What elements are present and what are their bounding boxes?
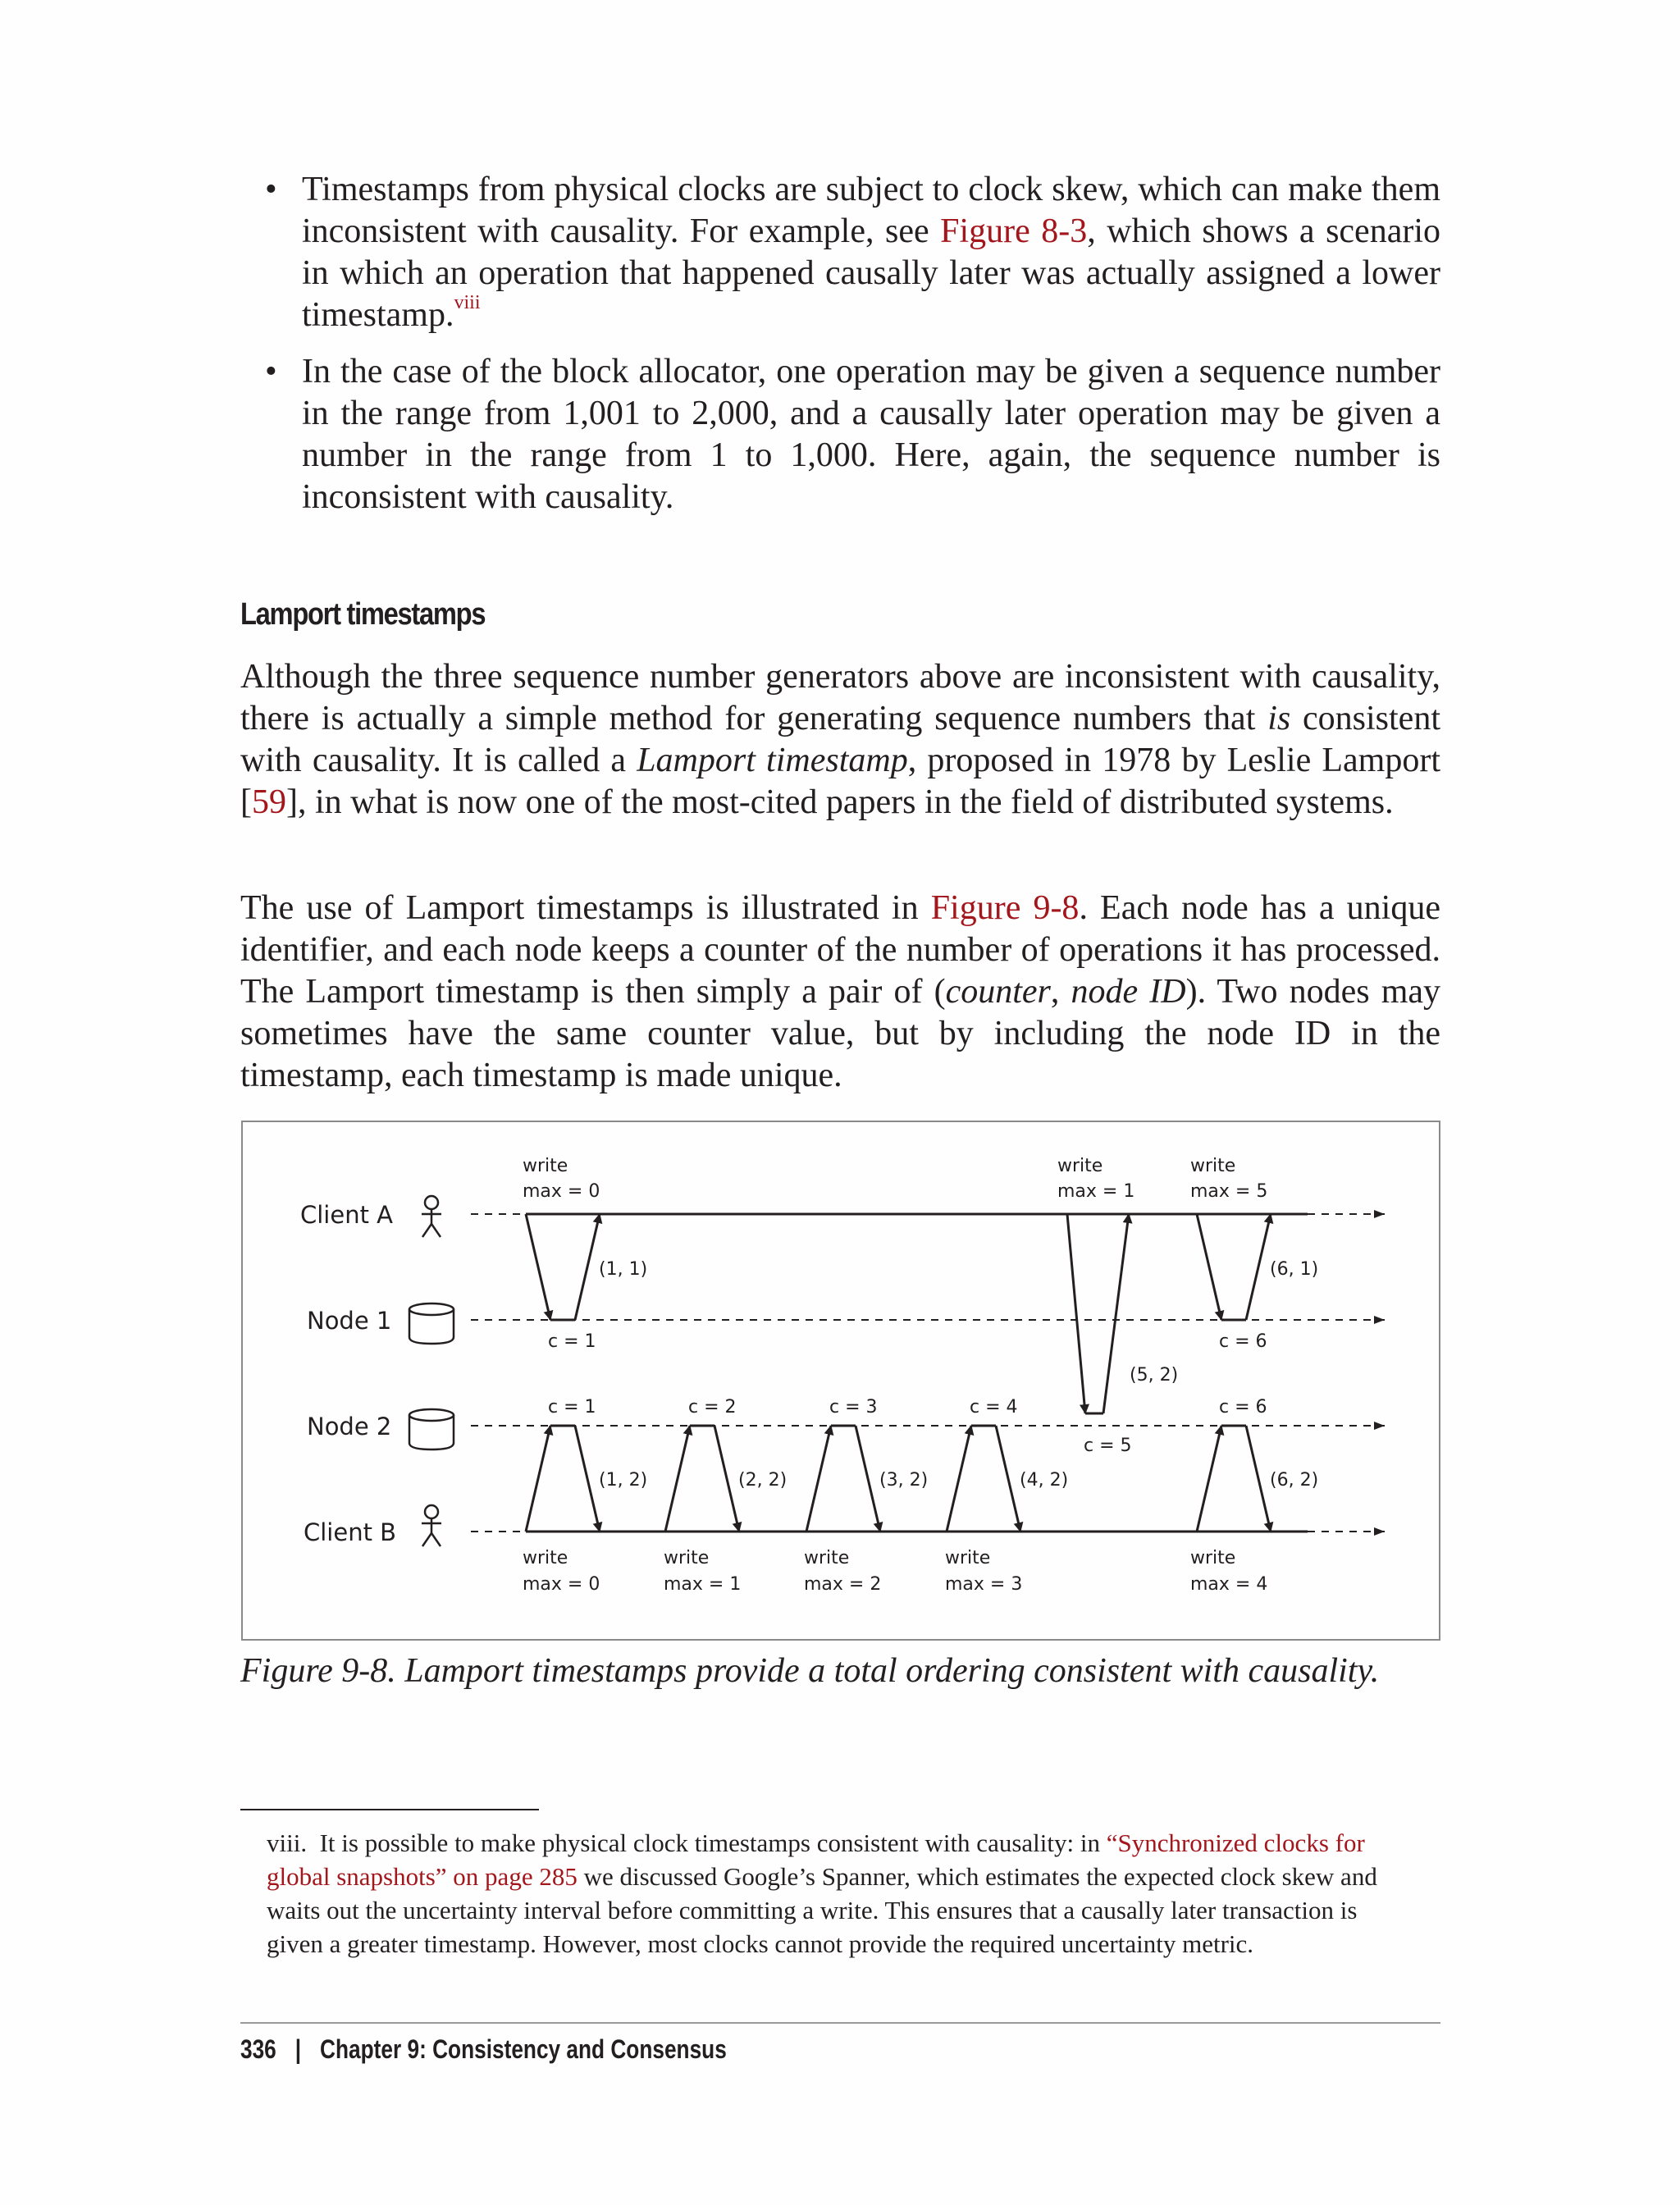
node-label-node-2: Node 2: [307, 1413, 392, 1440]
timestamp-label: (4, 2): [1020, 1470, 1069, 1491]
bullet-text: Timestamps from physical clocks are subject to clock skew, which can make them inconsistent with causality. For example, see: [302, 171, 1440, 250]
client-b-person-icon: [422, 1505, 441, 1546]
client-a-max-label: max = 1: [1057, 1181, 1135, 1202]
timestamp-label: (6, 1): [1270, 1259, 1319, 1280]
client-a-op-label: write: [523, 1156, 568, 1176]
arrow-b-write-1: [665, 1426, 690, 1532]
node-2-counter: c = 1: [548, 1397, 596, 1418]
client-b-op-label: write: [664, 1548, 710, 1568]
footnote-divider: [240, 1809, 539, 1810]
paragraph-text: Although the three sequence number generators above are inconsistent with causality, there is actually a simple method for generating sequence numbers that: [240, 658, 1440, 737]
arrow-n2-resp-5-2: [1103, 1214, 1129, 1413]
chapter-title: Chapter 9: Consistency and Consensus: [320, 2034, 727, 2064]
client-b-max-label: max = 4: [1190, 1574, 1268, 1595]
node-label-client-a: Client A: [300, 1201, 394, 1229]
footnote-text: It is possible to make physical clock timestamps consistent with causality: in: [319, 1828, 1107, 1857]
emphasis: counter: [945, 973, 1051, 1011]
emphasis: node ID: [1071, 973, 1186, 1011]
arrow-n2-resp-4-2: [996, 1426, 1020, 1532]
timestamp-label: (5, 2): [1130, 1365, 1179, 1386]
lamport-diagram: [241, 1121, 1440, 1641]
node-1-database-icon: [409, 1303, 454, 1344]
client-b-op-label: write: [945, 1548, 991, 1568]
client-b-max-label: max = 2: [804, 1574, 882, 1595]
paragraph: [240, 656, 1440, 824]
footnote-marker-link[interactable]: viii: [454, 292, 481, 313]
timestamp-label: (3, 2): [879, 1470, 929, 1491]
arrow-b-write-4: [1197, 1426, 1221, 1532]
node-label-node-1: Node 1: [307, 1307, 392, 1335]
node-1-counter: c = 6: [1219, 1331, 1267, 1352]
footnote-marker: viii.: [267, 1828, 308, 1857]
arrow-b-write-2: [806, 1426, 831, 1532]
figure-caption: Figure 9-8. Lamport timestamps provide a total ordering consistent with causality.: [240, 1652, 1380, 1690]
paragraph: [240, 888, 1440, 1097]
bullet-text: In the case of the block allocator, one operation may be given a sequence number in the range from 1,001 to 2,000, and a causally later operation may be given a number in the range from 1 to 1,000. Here, again, the sequence number is inconsistent with causality.: [302, 353, 1440, 516]
arrow-a-write-1: [1067, 1214, 1085, 1413]
node-2-database-icon: [409, 1409, 454, 1449]
footnote: [267, 1826, 1415, 1961]
citation-link[interactable]: 59: [252, 783, 286, 821]
bullet-text: , which shows a scenario in which an operation that happened causally later was actually assigned a lower timestamp.: [302, 212, 1440, 334]
paragraph-text: . Each node has a unique identifier, and each node keeps a counter of the number of operations it has processed. The Lamport timestamp is then simply a pair of (: [240, 889, 1440, 1011]
paragraph-text: ], in what is now one of the most-cited papers in the field of distributed systems.: [286, 783, 1394, 821]
timestamp-label: (6, 2): [1270, 1470, 1319, 1491]
timestamp-label: (1, 2): [599, 1470, 648, 1491]
page-footer: [240, 2034, 727, 2065]
footer-divider: [240, 2022, 1440, 2024]
client-a-op-label: write: [1057, 1156, 1103, 1176]
client-b-op-label: write: [523, 1548, 568, 1568]
arrow-a-write-5: [1197, 1214, 1221, 1320]
client-a-person-icon: [422, 1196, 441, 1237]
arrow-n1-resp-1-1: [575, 1214, 600, 1320]
arrow-n2-resp-2-2: [714, 1426, 739, 1532]
bullet-dot: •: [265, 171, 277, 208]
figure-8-3-link[interactable]: Figure 8-3: [940, 212, 1088, 250]
node-2-counter: c = 6: [1219, 1397, 1267, 1418]
client-b-op-label: write: [1190, 1548, 1236, 1568]
figure-9-8-link[interactable]: Figure 9-8: [930, 889, 1080, 927]
node-label-client-b: Client B: [304, 1518, 397, 1546]
arrow-n2-resp-3-2: [856, 1426, 880, 1532]
client-a-op-label: write: [1190, 1156, 1236, 1176]
client-b-op-label: write: [804, 1548, 850, 1568]
client-b-max-label: max = 1: [664, 1574, 742, 1595]
arrow-n2-resp-6-2: [1246, 1426, 1271, 1532]
node-2-counter: c = 2: [688, 1397, 737, 1418]
paragraph-text: The use of Lamport timestamps is illustrated in: [240, 889, 931, 927]
bullet-item: [246, 351, 1440, 518]
emphasis: Lamport timestamp: [637, 742, 908, 779]
bullet-item: [246, 169, 1440, 336]
page-number: 336: [240, 2034, 276, 2064]
paragraph-text: consistent with causality. It is called a: [240, 700, 1440, 779]
arrow-a-write-0: [526, 1214, 550, 1320]
node-1-counter: c = 1: [548, 1331, 596, 1352]
arrow-b-write-3: [947, 1426, 971, 1532]
client-a-max-label: max = 5: [1190, 1181, 1268, 1202]
node-2-counter: c = 4: [970, 1397, 1018, 1418]
paragraph-text: ). Two nodes may sometimes have the same counter value, but by including the node ID in the timestamp, each timestamp is made unique.: [240, 973, 1441, 1094]
node-2-counter: c = 3: [829, 1397, 878, 1418]
timestamp-label: (2, 2): [738, 1470, 788, 1491]
bullet-list: [246, 169, 1440, 533]
timestamp-label: (1, 1): [599, 1259, 648, 1280]
client-b-max-label: max = 0: [523, 1574, 600, 1595]
bullet-dot: •: [265, 353, 277, 390]
footer-separator: |: [294, 2034, 302, 2064]
paragraph-text: ,: [1050, 973, 1071, 1011]
paragraph-text: , proposed in 1978 by Leslie Lamport [: [240, 742, 1441, 821]
client-a-max-label: max = 0: [523, 1181, 600, 1202]
client-b-max-label: max = 3: [945, 1574, 1023, 1595]
footnote-text: we discussed Google’s Spanner, which estimates the expected clock skew and waits out the uncertainty interval before committing a write. This ensures that a causally later transaction is given a greater timestamp. However, most clocks cannot provide the required uncertainty metric.: [267, 1862, 1377, 1958]
node-2-counter: c = 5: [1084, 1436, 1132, 1456]
footnote-cross-reference-link[interactable]: “Synchronized clocks for global snapshots” on page 285: [267, 1828, 1365, 1891]
arrow-n2-resp-1-2: [575, 1426, 600, 1532]
arrow-b-write-0: [526, 1426, 550, 1532]
emphasis: is: [1267, 700, 1291, 737]
arrow-n1-resp-6-1: [1246, 1214, 1271, 1320]
section-heading: Lamport timestamps: [240, 597, 486, 632]
